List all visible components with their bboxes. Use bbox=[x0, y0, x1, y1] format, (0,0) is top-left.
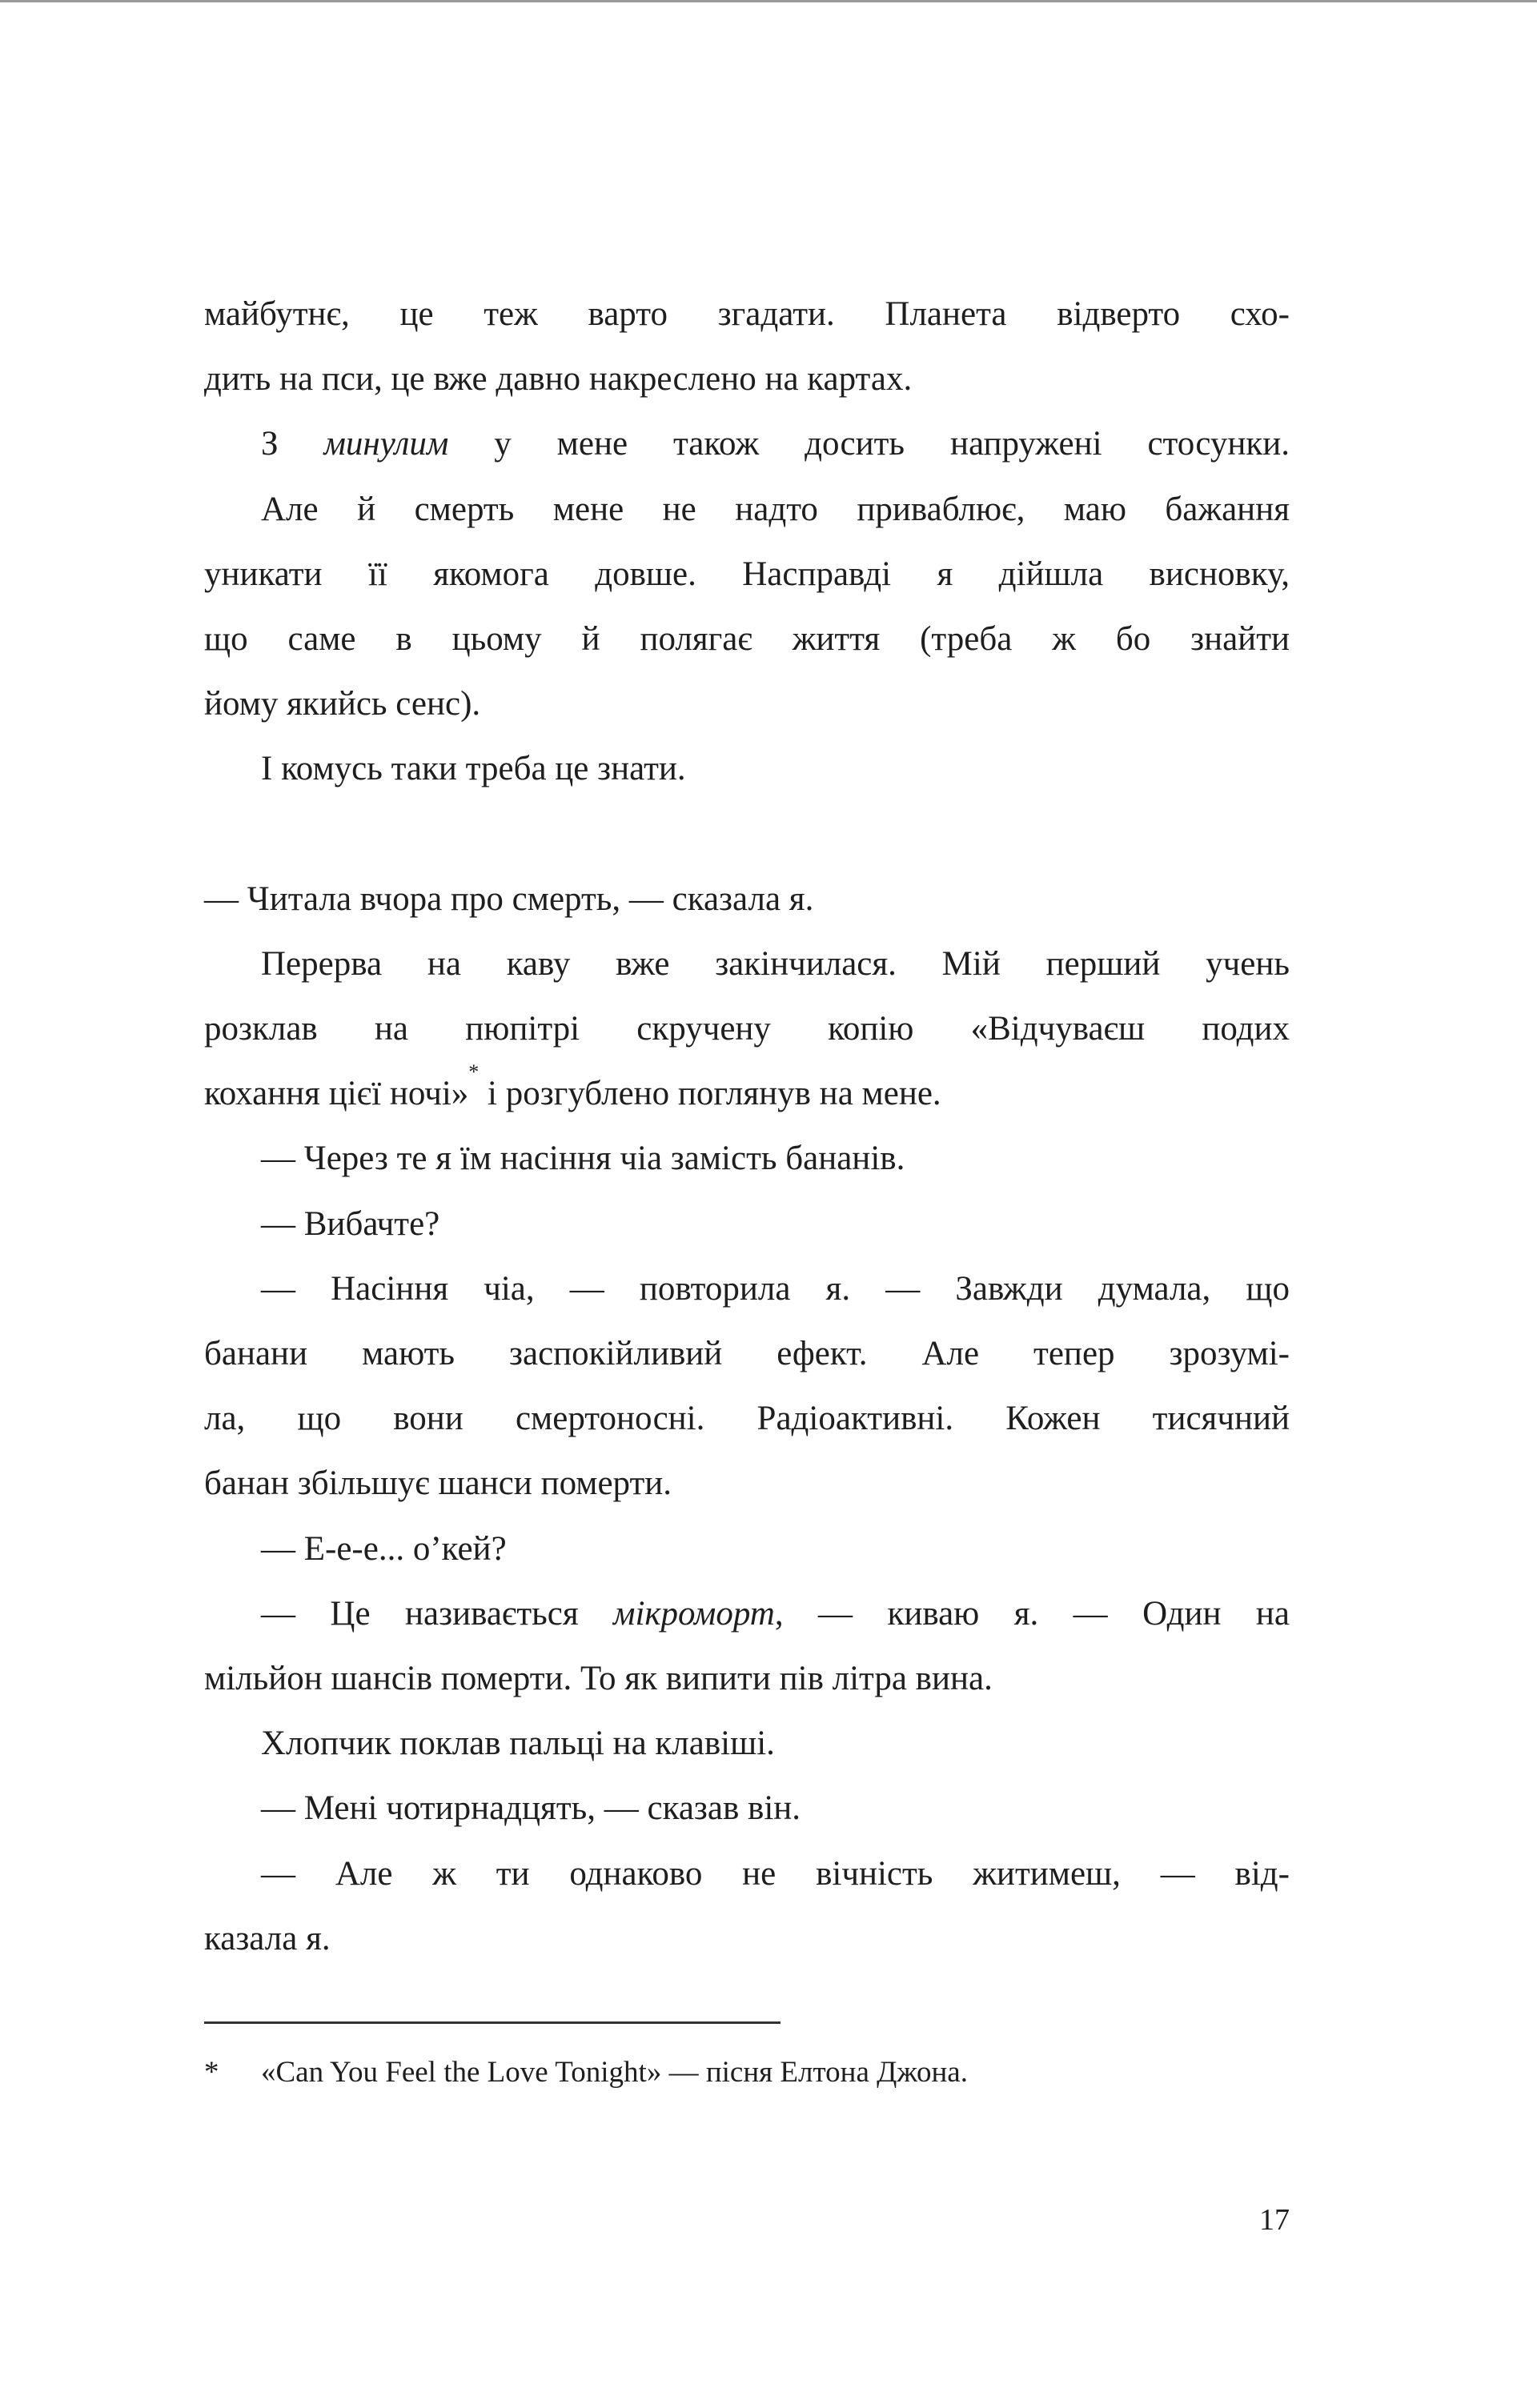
page-number: 17 bbox=[1259, 2203, 1290, 2237]
page-top-border bbox=[0, 0, 1537, 2]
footnote bbox=[204, 2053, 968, 2092]
text-line bbox=[204, 1841, 1290, 1906]
footnote-reference: * bbox=[468, 1060, 480, 1084]
text-line bbox=[204, 1711, 1290, 1776]
text-line bbox=[204, 736, 1290, 801]
text-line bbox=[204, 347, 1290, 411]
blank-line bbox=[204, 802, 1290, 867]
text-segment: — Це називається bbox=[261, 1594, 614, 1633]
text-segment: розклав на пюпітрі скручену копію «Відчуваєш подих bbox=[204, 1010, 1290, 1048]
footnote-text: «Can You Feel the Love Tonight» — пісня Елтона Джона. bbox=[261, 2056, 968, 2089]
text-segment: І комусь таки треба це знати. bbox=[261, 750, 686, 788]
text-segment: — Через те я їм насіння чіа замість бананів. bbox=[261, 1140, 905, 1178]
text-line bbox=[204, 1061, 1290, 1126]
body-text bbox=[204, 282, 1290, 1971]
text-line bbox=[204, 996, 1290, 1061]
text-line bbox=[204, 1776, 1290, 1841]
text-segment: , — киваю я. — Один на bbox=[774, 1594, 1290, 1633]
text-segment: дить на пси, це вже давно накреслено на картах. bbox=[204, 360, 913, 399]
text-segment: банан збільшує шанси померти. bbox=[204, 1464, 672, 1503]
text-line bbox=[204, 607, 1290, 671]
text-line bbox=[204, 1256, 1290, 1321]
text-line bbox=[204, 542, 1290, 607]
text-segment: що саме в цьому й полягає життя (треба ж бо знайти bbox=[204, 619, 1290, 658]
text-line bbox=[204, 411, 1290, 476]
footnote-marker: * bbox=[204, 2056, 219, 2089]
text-segment: і розгублено поглянув на мене. bbox=[479, 1075, 941, 1113]
text-segment: Хлопчик поклав пальці на клавіші. bbox=[261, 1725, 775, 1763]
text-line bbox=[204, 282, 1290, 347]
text-segment: мільйон шансів померти. То як випити пів літра вина. bbox=[204, 1659, 993, 1697]
text-line bbox=[204, 671, 1290, 736]
text-segment: ла, що вони смертоносні. Радіоактивні. Кожен тисячний bbox=[204, 1400, 1290, 1438]
text-segment: — Е-е-е... о’кей? bbox=[261, 1529, 507, 1568]
text-line bbox=[204, 1451, 1290, 1516]
italic-text: мікроморт bbox=[613, 1594, 775, 1633]
text-line bbox=[204, 1386, 1290, 1451]
italic-text: минулим bbox=[323, 425, 449, 463]
text-segment: у мене також досить напружені стосунки. bbox=[448, 425, 1290, 463]
text-line bbox=[204, 932, 1290, 996]
text-segment: З bbox=[261, 425, 324, 463]
text-segment: — Але ж ти однаково не вічність житимеш, — від- bbox=[261, 1854, 1290, 1893]
text-segment: — Вибачте? bbox=[261, 1204, 440, 1243]
text-segment: — Читала вчора про смерть, — сказала я. bbox=[204, 879, 814, 918]
text-line bbox=[204, 1646, 1290, 1711]
text-segment: банани мають заспокійливий ефект. Але тепер зрозумі- bbox=[204, 1335, 1290, 1372]
text-segment: — Насіння чіа, — повторила я. — Завжди думала, що bbox=[261, 1269, 1290, 1308]
text-segment: — Мені чотирнадцять, — сказав він. bbox=[261, 1789, 801, 1828]
text-line bbox=[204, 1321, 1290, 1386]
text-line bbox=[204, 1906, 1290, 1971]
text-line bbox=[204, 1517, 1290, 1581]
footnote-divider bbox=[204, 2021, 781, 2024]
text-segment: уникати її якомога довше. Насправді я дійшла висновку, bbox=[204, 555, 1290, 593]
text-line bbox=[204, 477, 1290, 542]
text-line bbox=[204, 1192, 1290, 1256]
text-line bbox=[204, 1581, 1290, 1646]
text-segment: йому якийсь сенс). bbox=[204, 685, 481, 723]
text-line bbox=[204, 867, 1290, 932]
text-segment: кохання цієї ночі» bbox=[204, 1075, 469, 1113]
text-segment: Але й смерть мене не надто приваблює, маю бажання bbox=[261, 490, 1290, 528]
text-line bbox=[204, 1126, 1290, 1191]
text-segment: казала я. bbox=[204, 1919, 331, 1957]
text-segment: Перерва на каву вже закінчилася. Мій перший учень bbox=[261, 944, 1290, 983]
text-segment: майбутнє, це теж варто згадати. Планета відверто схо- bbox=[204, 295, 1290, 333]
